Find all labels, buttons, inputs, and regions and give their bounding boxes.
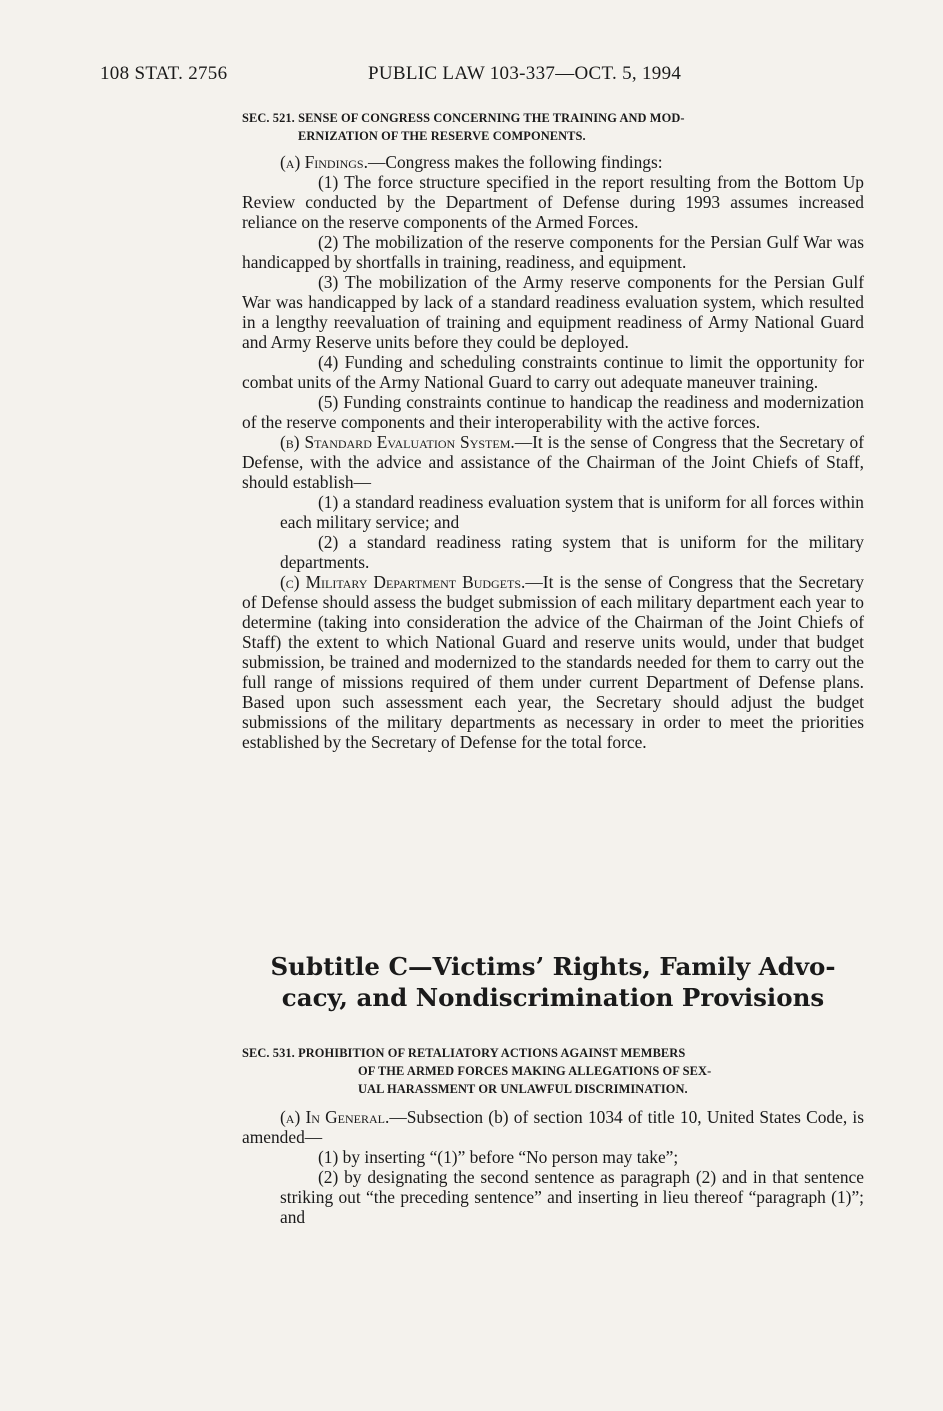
amendment-2: (2) by designating the second sentence as paragraph (2) and in that sentence striking out “the preceding sentence” and inserting in lieu thereof “paragraph (1)”; and — [280, 1167, 864, 1227]
subsection-text: —It is the sense of Congress that the Secretary of Defense should assess the budget submission of each military department each year to determine (taking into consideration the advice of the Chairman of the Joint Chiefs of Staff) the extent to which National Guard and reserve units would, under that budget submission, be trained and modernized to the standards needed for them to carry out the full range of missions required of them under current Department of Defense plans. Based upon such assessment each year, the Secretary should adjust the budget submissions of the military departments as necessary in order to meet the priorities established by the Secretary of Defense for the total force. — [242, 572, 864, 752]
sec-521-heading-line: ERNIZATION OF THE RESERVE COMPONENTS. — [298, 129, 586, 143]
paragraph-b1: (1) a standard readiness evaluation system that is uniform for all forces within each military service; and — [280, 492, 864, 532]
subsection-c-budgets — [242, 572, 864, 752]
subtitle-c-heading — [242, 951, 864, 1013]
subsection-label: (c) Military Department Budgets. — [280, 572, 526, 592]
subsection-text: —Subsection (b) of section 1034 of title 10, United States Code, is amended— — [242, 1107, 865, 1147]
subsection-text: —It is the sense of Congress that the Secretary of Defense, with the advice and assistance of the Chairman of the Joint Chiefs of Staff, should establish— — [242, 432, 864, 492]
subtitle-line: cacy, and Nondiscrimination Provisions — [281, 983, 825, 1012]
finding-1: (1) The force structure specified in the report resulting from the Bottom Up Review conducted by the Department of Defense during 1993 assumes increased reliance on the reserve components of the Armed Forces. — [242, 172, 864, 232]
subsection-label: (a) Findings. — [280, 152, 368, 172]
sec-521-heading-line: SEC. 521. SENSE OF CONGRESS CONCERNING THE TRAINING AND MOD- — [242, 111, 685, 125]
sec-531-body — [242, 1107, 864, 1227]
sec-531-heading-line: SEC. 531. PROHIBITION OF RETALIATORY ACTIONS AGAINST MEMBERS — [242, 1046, 686, 1060]
finding-5: (5) Funding constraints continue to handicap the readiness and modernization of the reserve components and their interoperability with the active forces. — [242, 392, 864, 432]
page-law-header: PUBLIC LAW 103-337—OCT. 5, 1994 — [368, 63, 682, 84]
sec-521-body — [242, 152, 864, 752]
finding-3: (3) The mobilization of the Army reserve components for the Persian Gulf War was handicapped by lack of a standard readiness evaluation system, which resulted in a lengthy reevaluation of training and equipment readiness of Army National Guard and Army Reserve units before they could be deployed. — [242, 272, 864, 352]
subsection-a-findings — [242, 152, 864, 172]
sec-531-heading-line: UAL HARASSMENT OR UNLAWFUL DISCRIMINATION. — [358, 1082, 688, 1096]
sec-531-heading-line: OF THE ARMED FORCES MAKING ALLEGATIONS OF SEX- — [358, 1064, 712, 1078]
finding-2: (2) The mobilization of the reserve components for the Persian Gulf War was handicapped by shortfalls in training, readiness, and equipment. — [242, 232, 864, 272]
subsection-label: (b) Standard Evaluation System. — [280, 432, 515, 452]
amendment-1: (1) by inserting “(1)” before “No person may take”; — [318, 1147, 679, 1167]
subsection-text: —Congress makes the following findings: — [367, 152, 663, 172]
subsection-label: (a) In General. — [280, 1107, 390, 1127]
subtitle-line: Subtitle C—Victims’ Rights, Family Advo- — [270, 952, 836, 981]
sec-521-heading — [242, 109, 685, 145]
finding-4: (4) Funding and scheduling constraints continue to limit the opportunity for combat units of the Army National Guard to carry out adequate maneuver training. — [242, 352, 864, 392]
page-stat-citation: 108 STAT. 2756 — [100, 63, 228, 84]
sec-531-heading — [242, 1044, 711, 1098]
paragraph-b2: (2) a standard readiness rating system that is uniform for the military departments. — [280, 532, 864, 572]
subsection-b-standard-evaluation — [242, 432, 864, 492]
subsection-a-in-general — [242, 1107, 864, 1147]
